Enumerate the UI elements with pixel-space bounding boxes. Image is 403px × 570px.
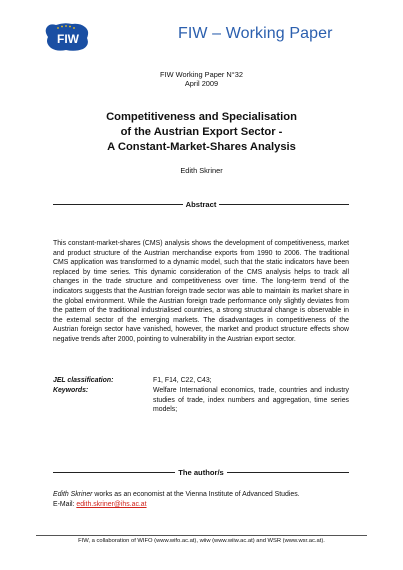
publication-date: April 2009 (184, 79, 219, 88)
header-title: FIW – Working Paper (178, 25, 333, 42)
author-email (53, 500, 353, 510)
divider (53, 204, 183, 205)
paper-title (0, 110, 403, 155)
logo-text: FIW (57, 32, 79, 46)
author-bio (53, 490, 353, 500)
abstract-heading-label: Abstract (185, 200, 217, 209)
footer-divider (36, 535, 367, 536)
author-name: Edith Skriner (180, 166, 223, 175)
keywords-value: Welfare International economics, trade, countries and industry studies of trade, index numbers and aggregation, time series models; (153, 387, 349, 414)
fiw-logo (44, 22, 92, 52)
author-section-heading (53, 468, 349, 477)
divider (53, 472, 175, 473)
author-bio-name: Edith Skriner (53, 491, 93, 498)
abstract-heading (53, 200, 349, 209)
jel-label: JEL classification: (53, 377, 114, 384)
divider (219, 204, 349, 205)
footer-text: FIW, a collaboration of WIFO (www.wifo.ac.at), wiiw (www.wiiw.ac.at) and WSR (www.wsr.ac.at). (78, 538, 325, 544)
title-line: Competitiveness and Specialisation (106, 111, 297, 123)
email-label: E-Mail: (53, 500, 77, 508)
jel-value: F1, F14, C22, C43; (153, 377, 212, 384)
email-link[interactable]: edith.skriner@ihs.ac.at (76, 500, 147, 508)
keywords (53, 386, 349, 415)
keywords-label: Keywords: (53, 387, 89, 394)
abstract-text: This constant-market-shares (CMS) analysis shows the development of competitiveness, market and product structure of the Austrian merchandise exports from 1990 to 2006. The traditional CMS application was transformed to a dynamic model, such that the static indicators have been replaced by time series. This dynamic consideration of the CMS analysis helps to track all changes in the trade structure and competitiveness over time. The long-term trend of the indicators suggests that the Austrian foreign trade sector was able to maintain its market share in the global environment. While the Austrian foreign trade performance only slightly deviates from the pattern of the traditional industrialised countries, a strong structural change is observable in the external sector of the emerging markets. The disadvantages in competitiveness of the Austrian foreign sector have vanished, however, the market and product structure effects show negative trends after 2000, pointing to vulnerability in the Austrian export sector. (53, 240, 349, 343)
author-info (53, 490, 353, 509)
working-paper-number: FIW Working Paper N°32 (160, 70, 243, 79)
jel-classification (53, 376, 349, 386)
title-line: A Constant-Market-Shares Analysis (107, 141, 296, 153)
author-section-heading-label: The author/s (178, 468, 224, 477)
divider (227, 472, 349, 473)
author-bio-text: works as an economist at the Vienna Institute of Advanced Studies. (92, 491, 300, 498)
title-line: of the Austrian Export Sector - (120, 126, 283, 138)
